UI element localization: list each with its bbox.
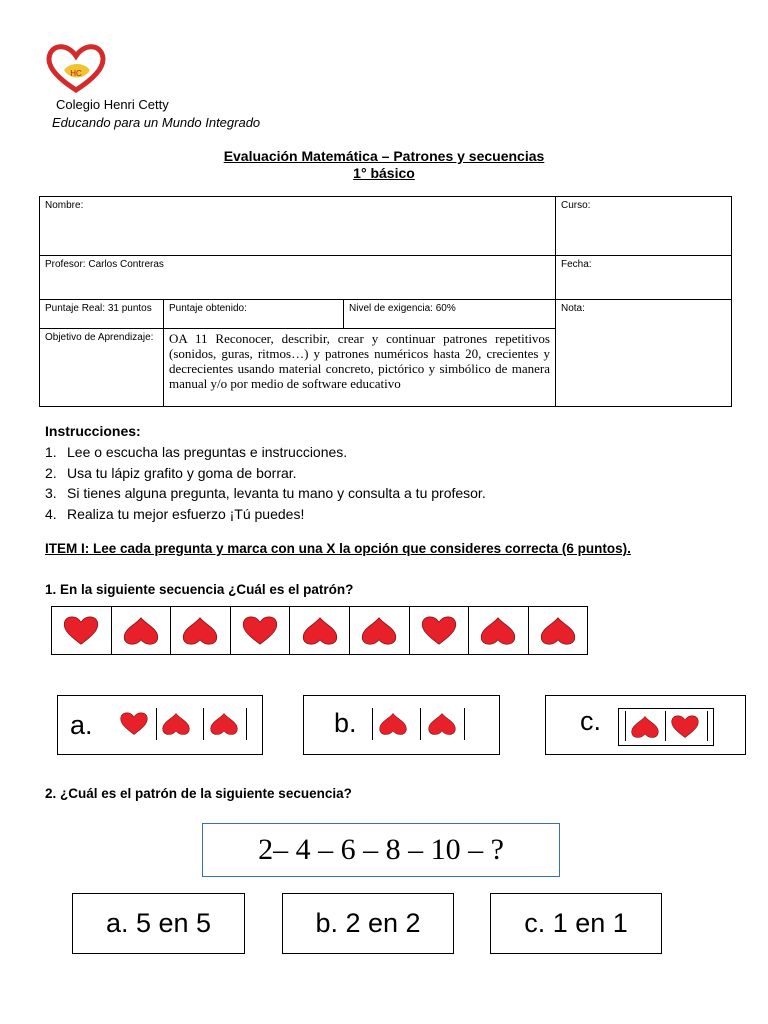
spade-heart-icon [379,712,407,736]
school-name: Colegio Henri Cetty [56,97,169,112]
heart-icon [421,616,457,646]
spade-heart-icon [631,715,659,739]
list-item [45,506,486,527]
q1-option-b[interactable] [303,695,500,755]
school-motto: Educando para un Mundo Integrado [52,115,261,130]
item-number: 4. [45,505,57,522]
spade-heart-icon [210,712,238,736]
spade-heart-icon [480,616,516,646]
divider [464,708,465,740]
student-info-table [39,196,732,407]
puntaje-obtenido-field[interactable]: Puntaje obtenido: [164,300,344,329]
number-sequence: 2– 4 – 6 – 8 – 10 – ? [258,833,504,866]
heart-icon [120,712,148,736]
divider [665,711,666,741]
list-item [45,465,486,486]
item-number: 3. [45,485,57,501]
page-title: Evaluación Matemática – Patrones y secuencias [223,148,545,164]
q2-option-a[interactable]: a. 5 en 5 [72,893,245,954]
divider [420,708,421,740]
option-label: c. [580,706,602,736]
q2-option-c[interactable]: c. 1 en 1 [490,893,662,954]
item1-heading: ITEM I: Lee cada pregunta y marca con una X la opción que consideres correcta (6 puntos). [45,541,631,556]
heart-icon [242,616,278,646]
sequence-cell [52,607,112,654]
spade-heart-icon [182,616,218,646]
heart-icon [671,715,699,739]
sequence-cell [290,607,350,654]
option-label: a. [70,710,93,740]
divider [707,711,708,741]
objetivo-text: OA 11 Reconocer, describir, crear y continuar patrones repetitivos (sonidos, guras, ritmos…) y patrones numéricos hasta 20, crecientes y decrecientes usando material concreto, pictórico y simbólico de manera manual y/o por medio de software educativo [164,329,556,407]
sequence-cell [112,607,172,654]
instructions-heading: Instrucciones: [45,423,141,439]
spade-heart-icon [428,712,456,736]
page-subtitle: 1° básico [353,165,415,181]
sequence-cell [171,607,231,654]
svg-text:HC: HC [70,69,82,78]
nombre-field[interactable]: Nombre: [40,197,556,256]
sequence-cell [410,607,470,654]
option-label: b. [334,708,357,738]
item-text: Lee o escucha las preguntas e instrucciones. [67,444,348,460]
objetivo-label: Objetivo de Aprendizaje: [40,329,164,407]
spade-heart-icon [162,712,190,736]
heart-icon [63,616,99,646]
question-2: 2. ¿Cuál es el patrón de la siguiente secuencia? [45,786,352,801]
curso-field[interactable]: Curso: [556,197,732,256]
number-sequence-box [202,823,560,877]
school-logo [44,40,108,96]
sequence-cell [529,607,588,654]
sequence-cell [350,607,410,654]
q1-option-c[interactable] [545,695,746,755]
item-text: Usa tu lápiz grafito y goma de borrar. [67,464,297,481]
list-item [45,485,486,506]
divider [625,711,626,741]
item-text: Realiza tu mejor esfuerzo ¡Tú puedes! [67,505,305,522]
spade-heart-icon [361,616,397,646]
instructions-list [45,444,486,526]
divider [246,708,247,740]
nivel-exigencia: Nivel de exigencia: 60% [344,300,556,329]
fecha-field[interactable]: Fecha: [556,256,732,300]
pattern-sequence [51,606,588,655]
list-item [45,444,486,465]
divider [203,708,204,740]
spade-heart-icon [302,616,338,646]
sequence-cell [469,607,529,654]
spade-heart-icon [123,616,159,646]
q1-option-a[interactable] [57,695,263,755]
question-1: 1. En la siguiente secuencia ¿Cuál es el patrón? [45,582,354,597]
divider [372,708,373,740]
item-number: 2. [45,464,57,481]
sequence-cell [231,607,291,654]
divider [156,708,157,740]
nota-field[interactable]: Nota: [556,300,732,407]
item-number: 1. [45,444,57,460]
item-text: Si tienes alguna pregunta, levanta tu mano y consulta a tu profesor. [67,485,486,501]
spade-heart-icon [540,616,576,646]
puntaje-real: Puntaje Real: 31 puntos [40,300,164,329]
q2-option-b[interactable]: b. 2 en 2 [282,893,454,954]
profesor-field: Profesor: Carlos Contreras [40,256,556,300]
option-c-pattern-box [618,708,714,746]
